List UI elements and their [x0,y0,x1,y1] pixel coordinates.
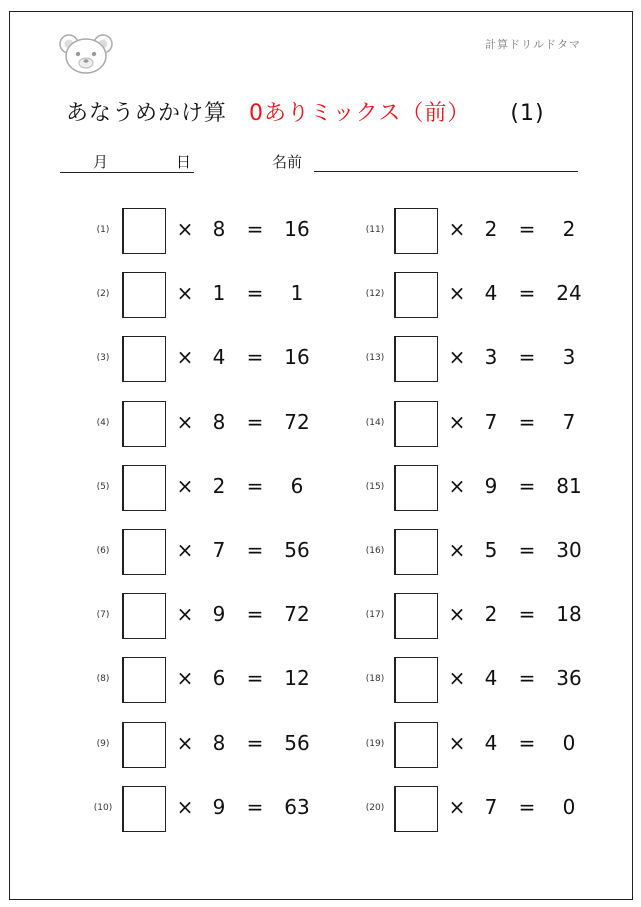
answer-box[interactable] [122,336,166,382]
problem-row [360,786,600,832]
equals-sign: = [246,281,264,305]
answer-box[interactable] [394,272,438,318]
multiplier: 2 [212,474,226,498]
problem-row [88,529,328,575]
times-sign: × [176,410,194,434]
answer-box[interactable] [394,465,438,511]
equals-sign: = [246,795,264,819]
multiplier: 2 [484,602,498,626]
equals-sign: = [246,410,264,434]
problem-row [360,208,600,254]
times-sign: × [448,217,466,241]
times-sign: × [448,795,466,819]
times-sign: × [176,602,194,626]
multiplier: 4 [212,345,226,369]
times-sign: × [176,731,194,755]
equals-sign: = [518,345,536,369]
product: 72 [284,602,310,626]
multiplier: 6 [212,666,226,690]
product: 3 [562,345,576,369]
problem-number: (12) [365,289,385,299]
answer-box[interactable] [394,529,438,575]
times-sign: × [448,602,466,626]
equals-sign: = [518,474,536,498]
problem-row [360,336,600,382]
product: 1 [290,281,304,305]
problem-number: (20) [365,803,385,813]
problem-row [88,786,328,832]
month-label: 月 [93,153,109,171]
title-number: (1) [510,101,545,126]
title-subtitle: 0ありミックス（前） [249,101,471,126]
problem-row [88,401,328,447]
problem-number: (5) [96,482,110,492]
problem-row [88,722,328,768]
problem-number: (13) [365,353,385,363]
answer-box[interactable] [394,722,438,768]
equals-sign: = [246,474,264,498]
product: 24 [556,281,582,305]
multiplier: 3 [484,345,498,369]
answer-box[interactable] [122,529,166,575]
problem-number: (19) [365,739,385,749]
equals-sign: = [518,731,536,755]
multiplier: 8 [212,410,226,434]
equals-sign: = [518,217,536,241]
problem-number: (11) [365,225,385,235]
product: 0 [562,795,576,819]
product: 36 [556,666,582,690]
multiplier: 7 [484,410,498,434]
times-sign: × [448,281,466,305]
problem-number: (4) [96,418,110,428]
answer-box[interactable] [122,401,166,447]
problem-row [360,465,600,511]
product: 0 [562,731,576,755]
answer-box[interactable] [122,593,166,639]
problem-row [360,722,600,768]
problem-number: (9) [96,739,110,749]
times-sign: × [176,217,194,241]
multiplier: 4 [484,731,498,755]
equals-sign: = [518,281,536,305]
multiplier: 2 [484,217,498,241]
problem-row [360,593,600,639]
product: 56 [284,538,310,562]
problem-number: (8) [96,674,110,684]
multiplier: 9 [212,602,226,626]
times-sign: × [176,281,194,305]
product: 2 [562,217,576,241]
multiplier: 7 [484,795,498,819]
problem-number: (18) [365,674,385,684]
product: 7 [562,410,576,434]
equals-sign: = [518,410,536,434]
bear-logo-icon [58,32,114,76]
answer-box[interactable] [122,786,166,832]
problem-row [360,272,600,318]
equals-sign: = [246,602,264,626]
product: 16 [284,345,310,369]
times-sign: × [448,666,466,690]
multiplier: 4 [484,281,498,305]
multiplier: 9 [484,474,498,498]
equals-sign: = [518,795,536,819]
problem-number: (14) [365,418,385,428]
problem-number: (2) [96,289,110,299]
times-sign: × [176,345,194,369]
multiplier: 7 [212,538,226,562]
multiplier: 4 [484,666,498,690]
answer-box[interactable] [122,657,166,703]
title-main: あなうめかけ算 [66,101,228,126]
times-sign: × [448,410,466,434]
brand-label: 計算ドリルドタマ [485,38,581,51]
equals-sign: = [518,666,536,690]
answer-box[interactable] [122,722,166,768]
problem-row [88,208,328,254]
problem-number: (1) [96,225,110,235]
multiplier: 8 [212,731,226,755]
problem-number: (10) [93,803,113,813]
answer-box[interactable] [394,401,438,447]
equals-sign: = [246,538,264,562]
day-label: 日 [176,153,192,171]
product: 6 [290,474,304,498]
problem-row [360,401,600,447]
problem-number: (15) [365,482,385,492]
problem-row [88,272,328,318]
times-sign: × [448,538,466,562]
multiplier: 9 [212,795,226,819]
product: 72 [284,410,310,434]
equals-sign: = [518,602,536,626]
problem-row [88,593,328,639]
date-field[interactable] [60,150,194,173]
page-title [66,96,545,127]
problem-number: (16) [365,546,385,556]
answer-box[interactable] [122,272,166,318]
times-sign: × [176,795,194,819]
problem-number: (3) [96,353,110,363]
product: 16 [284,217,310,241]
answer-box[interactable] [122,208,166,254]
product: 63 [284,795,310,819]
answer-box[interactable] [394,593,438,639]
problem-row [360,529,600,575]
equals-sign: = [246,217,264,241]
multiplier: 5 [484,538,498,562]
name-field[interactable] [314,171,578,172]
problem-number: (17) [365,610,385,620]
equals-sign: = [246,666,264,690]
multiplier: 8 [212,217,226,241]
times-sign: × [176,666,194,690]
problem-row [88,657,328,703]
times-sign: × [176,538,194,562]
product: 30 [556,538,582,562]
answer-box[interactable] [394,208,438,254]
equals-sign: = [246,731,264,755]
answer-box[interactable] [394,657,438,703]
times-sign: × [448,474,466,498]
equals-sign: = [246,345,264,369]
problem-number: (6) [96,546,110,556]
times-sign: × [176,474,194,498]
product: 12 [284,666,310,690]
problem-number: (7) [96,610,110,620]
product: 81 [556,474,582,498]
product: 18 [556,602,582,626]
name-label: 名前 [272,153,303,171]
problem-row [88,336,328,382]
answer-box[interactable] [122,465,166,511]
times-sign: × [448,345,466,369]
answer-box[interactable] [394,336,438,382]
problem-row [360,657,600,703]
times-sign: × [448,731,466,755]
equals-sign: = [518,538,536,562]
answer-box[interactable] [394,786,438,832]
product: 56 [284,731,310,755]
problem-row [88,465,328,511]
multiplier: 1 [212,281,226,305]
